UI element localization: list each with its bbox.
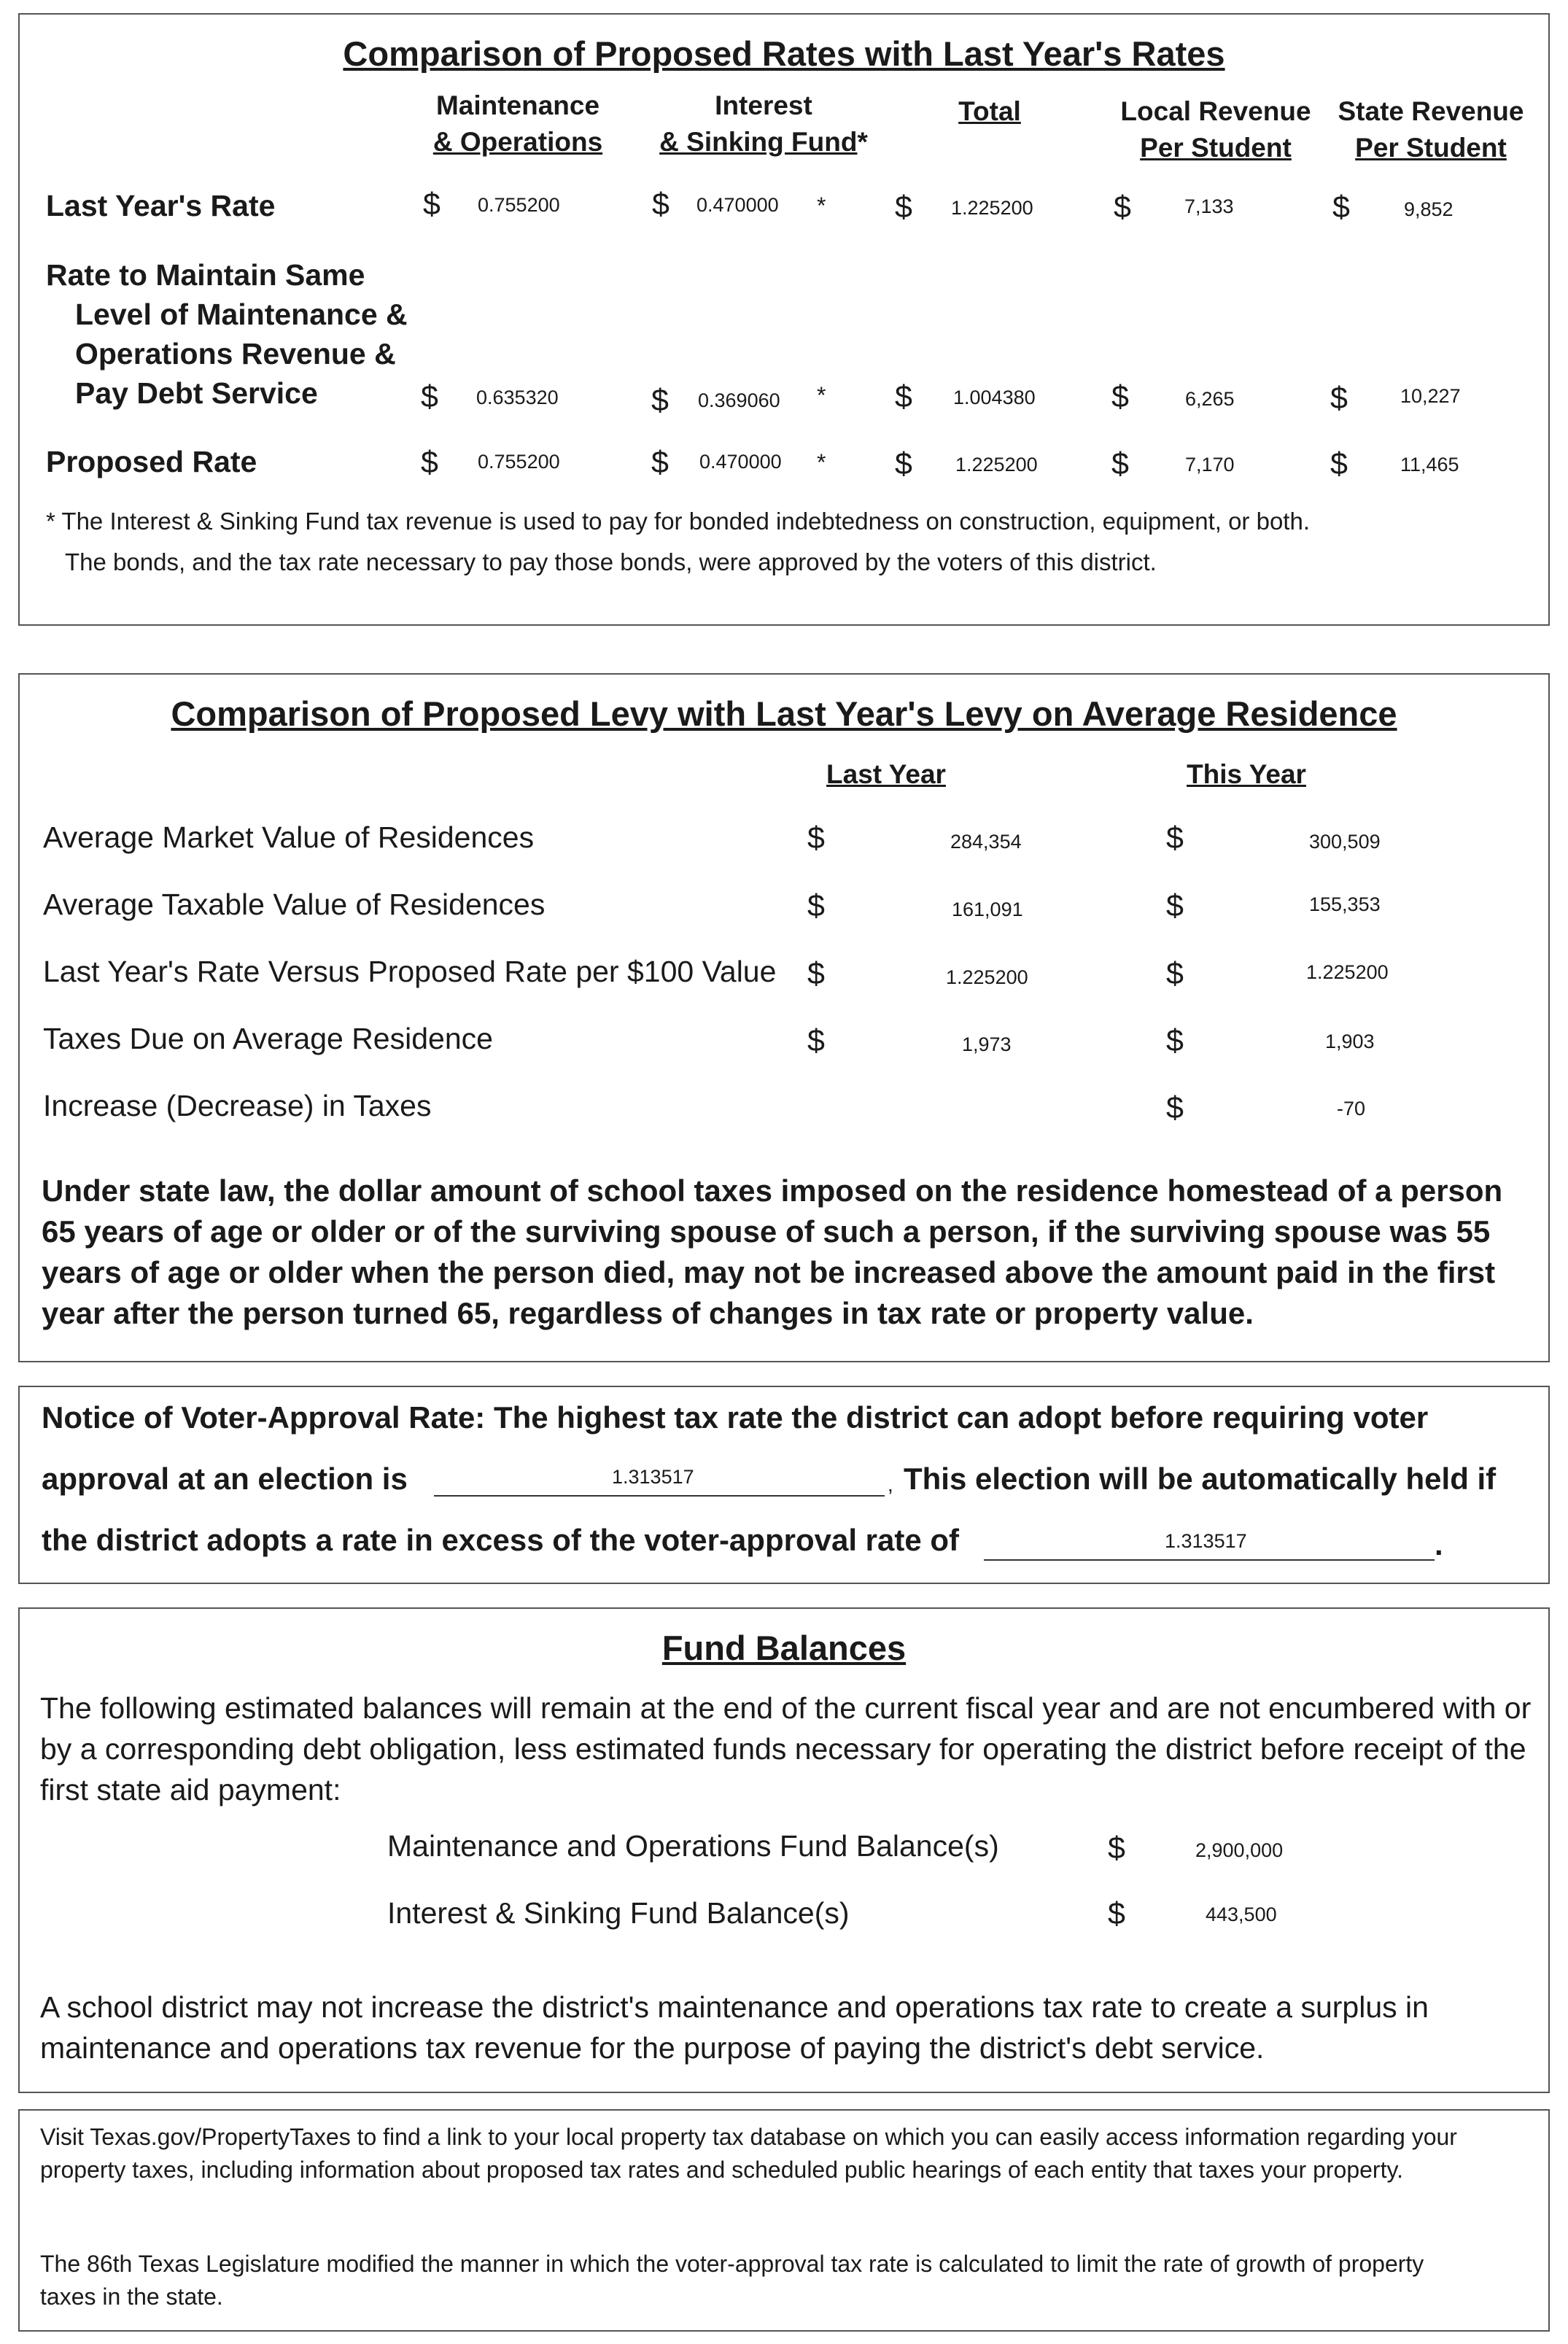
voter-approval-rate-value: 1.313517 [612, 1466, 694, 1488]
row-label-proposed-rate: Proposed Rate [46, 445, 257, 478]
dollar-sign: $ [807, 956, 825, 991]
total-value: 1.004380 [953, 387, 1036, 408]
state-value: 11,465 [1400, 454, 1459, 476]
dollar-sign: $ [1332, 190, 1350, 225]
fund-balances-section [18, 1607, 1550, 2093]
rate-blank-line-2 [984, 1559, 1435, 1561]
comma-mark: , [888, 1473, 893, 1496]
voter-approval-section [18, 1386, 1550, 1584]
period-mark: . [1435, 1527, 1443, 1561]
dollar-sign: $ [652, 187, 669, 222]
dollar-sign: $ [421, 379, 438, 414]
levy-row-label: Taxes Due on Average Residence [43, 1022, 493, 1055]
dollar-sign: $ [1166, 956, 1184, 991]
dollar-sign: $ [807, 888, 825, 923]
rates-section [18, 13, 1550, 626]
levy-title: Comparison of Proposed Levy with Last Year's Levy on Average Residence [171, 694, 1397, 733]
dollar-sign: $ [1111, 446, 1129, 481]
col-header-last-year: Last Year [826, 759, 946, 789]
levy-this-value: -70 [1337, 1098, 1366, 1119]
mo-fund-balance-label: Maintenance and Operations Fund Balance(s) [387, 1829, 999, 1863]
dollar-sign: $ [895, 379, 912, 414]
local-value: 6,265 [1185, 388, 1235, 410]
is-value: 0.470000 [696, 194, 779, 216]
fund-balances-title: Fund Balances [661, 1629, 907, 1667]
row-label-last-year: Last Year's Rate [46, 189, 276, 222]
legislature-note: The 86th Texas Legislature modified the manner in which the voter-approval tax rate is calculated to limit the rate of growth of property taxes in the state. [40, 2251, 1424, 2310]
levy-last-value: 284,354 [950, 831, 1022, 853]
rates-title: Comparison of Proposed Rates with Last Year's Rates [343, 34, 1225, 73]
voter-notice-line2-end: This election will be automatically held if [904, 1462, 1497, 1496]
is-value: 0.470000 [699, 451, 782, 473]
asterisk-mark: * [817, 382, 826, 408]
dollar-sign: $ [421, 445, 438, 480]
dollar-sign: $ [423, 187, 440, 222]
levy-this-value: 1.225200 [1306, 961, 1389, 983]
dollar-sign: $ [895, 190, 912, 225]
is-fund-balance-label: Interest & Sinking Fund Balance(s) [387, 1896, 850, 1930]
dollar-sign: $ [1166, 888, 1184, 923]
asterisk-mark: * [817, 193, 826, 219]
dollar-sign: $ [1166, 1090, 1184, 1125]
levy-last-value: 1,973 [962, 1033, 1012, 1055]
property-tax-info-section [18, 2109, 1550, 2332]
is-fund-balance-value: 443,500 [1206, 1903, 1277, 1925]
levy-last-value: 161,091 [952, 899, 1023, 920]
row-label-maintain-rate: Rate to Maintain Same Level of Maintenance & Operations Revenue & Pay Debt Service [46, 258, 408, 410]
dollar-sign: $ [1108, 1896, 1125, 1931]
homestead-freeze-notice: Under state law, the dollar amount of school taxes imposed on the residence homestead of a person 65 years of age or older or of the surviving spouse of such a person, if the surviving spouse was 55 years of age or older when the person died, may not be increased above the amount paid in the first year after the person turned 65, regardless of changes in tax rate or property value. [42, 1173, 1503, 1330]
fund-balances-intro: The following estimated balances will remain at the end of the current fiscal year and are not encumbered with or by a corresponding debt obligation, less estimated funds necessary for operating the district before receipt of the first state aid payment: [40, 1691, 1532, 1806]
dollar-sign: $ [1111, 379, 1129, 414]
dollar-sign: $ [1330, 381, 1348, 416]
dollar-sign: $ [651, 445, 669, 480]
state-value: 9,852 [1404, 198, 1453, 220]
levy-row-label: Average Market Value of Residences [43, 820, 535, 854]
asterisk-mark: * [817, 449, 826, 476]
col-header-mo: Maintenance & Operations [432, 90, 603, 157]
col-header-state: State Revenue Per Student [1338, 96, 1524, 163]
state-value: 10,227 [1400, 385, 1461, 407]
mo-fund-balance-value: 2,900,000 [1195, 1839, 1284, 1861]
col-header-local: Local Revenue Per Student [1120, 96, 1311, 163]
mo-value: 0.635320 [476, 387, 559, 408]
levy-last-value: 1.225200 [946, 966, 1028, 988]
col-header-this-year: This Year [1187, 759, 1306, 789]
dollar-sign: $ [651, 383, 669, 418]
dollar-sign: $ [1330, 446, 1348, 481]
levy-row-label: Average Taxable Value of Residences [43, 888, 546, 921]
levy-section [18, 673, 1550, 1362]
levy-row-label: Increase (Decrease) in Taxes [43, 1089, 432, 1122]
levy-this-value: 1,903 [1325, 1031, 1375, 1052]
rates-footnote-line1: * The Interest & Sinking Fund tax revenue is used to pay for bonded indebtedness on construction, equipment, or both. [46, 508, 1310, 535]
dollar-sign: $ [1114, 190, 1131, 225]
levy-this-value: 300,509 [1309, 831, 1381, 853]
levy-row-label: Last Year's Rate Versus Proposed Rate per $100 Value [43, 955, 777, 988]
mo-value: 0.755200 [478, 194, 560, 216]
is-value: 0.369060 [698, 389, 780, 411]
dollar-sign: $ [807, 820, 825, 855]
mo-value: 0.755200 [478, 451, 560, 473]
total-value: 1.225200 [955, 454, 1038, 476]
surplus-note: A school district may not increase the district's maintenance and operations tax rate to create a surplus in maintenance and operations tax revenue for the purpose of paying the district's debt service. [40, 1990, 1429, 2065]
texas-gov-info: Visit Texas.gov/PropertyTaxes to find a link to your local property tax database on which you can easily access information regarding your property taxes, including information about proposed tax rates and scheduled public hearings of each entity that taxes your property. [40, 2124, 1457, 2183]
col-header-is: Interest & Sinking Fund* [659, 90, 868, 157]
rates-footnote-line2: The bonds, and the tax rate necessary to pay those bonds, were approved by the voters of this district. [65, 548, 1157, 575]
dollar-sign: $ [895, 446, 912, 481]
voter-notice-line1: Notice of Voter-Approval Rate: The highest tax rate the district can adopt before requiring voter [42, 1400, 1429, 1435]
col-header-total: Total [958, 96, 1021, 126]
dollar-sign: $ [1166, 1023, 1184, 1058]
levy-this-value: 155,353 [1309, 893, 1381, 915]
dollar-sign: $ [807, 1023, 825, 1058]
rate-blank-line-1 [434, 1495, 885, 1497]
voter-notice-line3-start: the district adopts a rate in excess of the voter-approval rate of [42, 1523, 960, 1557]
total-value: 1.225200 [951, 197, 1033, 219]
voter-approval-rate-value: 1.313517 [1165, 1530, 1247, 1552]
dollar-sign: $ [1166, 820, 1184, 855]
local-value: 7,170 [1185, 454, 1235, 476]
dollar-sign: $ [1108, 1831, 1125, 1866]
voter-notice-line2-start: approval at an election is [42, 1462, 408, 1496]
local-value: 7,133 [1184, 195, 1234, 217]
